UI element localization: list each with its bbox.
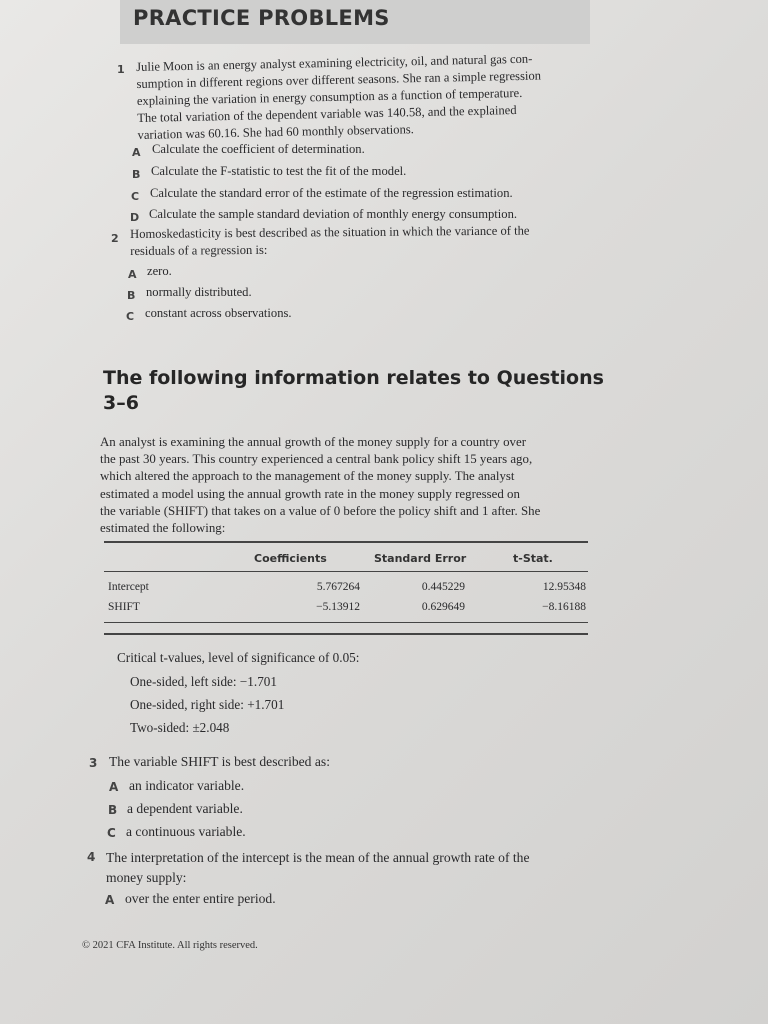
problem-3-option-letter: A [109,780,119,794]
problem-2-stem [130,223,530,260]
problem-4-line: The interpretation of the intercept is the mean of the annual growth rate of the [106,850,530,865]
problem-1-option-letter: A [132,146,141,159]
problem-1-line: sumption in different regions over different seasons. She ran a simple regression [136,68,542,91]
critical-value-line: One-sided, right side: +1.701 [130,697,285,712]
table-cell-standard-error: 0.445229 [421,581,465,593]
problem-2-option-letter: B [127,289,136,302]
problem-2-line: residuals of a regression is: [130,242,268,258]
section-heading [103,366,604,416]
problem-2-option-b: normally distributed. [146,285,252,299]
critical-values-title: Critical t-values, level of significance of 0.05: [117,650,360,665]
problem-2-number: 2 [111,232,119,245]
problem-4-option-letter: A [105,893,115,907]
table-cell-t-stat: −8.16188 [542,601,586,613]
problem-2-option-c: constant across observations. [145,306,292,320]
problem-3-option-letter: B [108,803,118,817]
problem-1-stem [136,51,542,144]
table-bottom-rule [104,622,588,623]
problem-1-option-b: Calculate the F-statistic to test the fit of the model. [151,164,407,178]
problem-3-option-b: a dependent variable. [127,801,243,816]
problem-1-option-letter: C [131,190,140,203]
critical-value-line: Two-sided: ±2.048 [130,720,230,735]
intro-line: the past 30 years. This country experienced a central bank policy shift 15 years ago, [100,452,533,467]
problem-4-stem [106,848,530,888]
problem-1-line: The total variation of the dependent variable was 140.58, and the explained [137,103,517,125]
problem-1-option-a: Calculate the coefficient of determination. [152,142,365,156]
problem-2-option-a: zero. [147,264,172,278]
problem-3-number: 3 [89,756,98,770]
problem-1-number: 1 [117,63,125,76]
section-intro [100,434,540,537]
problem-4-option-a: over the enter entire period. [125,891,276,906]
intro-line: the variable (SHIFT) that takes on a value of 0 before the policy shift and 1 after. She [100,503,541,518]
table-row-label-shift: SHIFT [108,601,140,613]
problem-1-line: Julie Moon is an energy analyst examining electricity, oil, and natural gas con- [136,51,533,74]
problem-3-stem: The variable SHIFT is best described as: [109,754,330,769]
section-heading-line: The following information relates to Questions [103,367,604,389]
problem-1-option-c: Calculate the standard error of the estimate of the regression estimation. [150,186,513,200]
problem-3-option-a: an indicator variable. [129,778,245,793]
problem-2-option-letter: A [128,268,137,281]
page-title: PRACTICE PROBLEMS [133,6,390,30]
intro-line: estimated a model using the annual growth rate in the money supply regressed on [100,486,520,501]
table-header-standard-error: Standard Error [374,552,467,565]
problem-1-option-letter: B [132,168,141,181]
table-cell-coefficient: −5.13912 [316,601,360,613]
table-header-t-stat: t-Stat. [513,552,553,565]
problem-3-option-letter: C [107,826,116,840]
problem-1-option-letter: D [130,211,140,224]
table-cell-standard-error: 0.629649 [421,601,465,613]
intro-line: An analyst is examining the annual growth of the money supply for a country over [100,435,527,449]
table-row-label-intercept: Intercept [108,581,149,593]
section-heading-line: 3–6 [103,392,139,414]
table-header-rule [104,571,588,572]
problem-1-option-d: Calculate the sample standard deviation of monthly energy consumption. [149,207,518,221]
problem-4-line: money supply: [106,870,187,885]
problem-1-line: variation was 60.16. She had 60 monthly observations. [137,122,415,142]
intro-line: estimated the following: [100,521,226,536]
table-cell-coefficient: 5.767264 [316,581,360,593]
critical-value-line: One-sided, left side: −1.701 [130,674,277,689]
problem-1-line: explaining the variation in energy consumption as a function of temperature. [136,85,523,108]
intro-line: which altered the approach to the management of the money supply. The analyst [100,469,515,484]
table-header-coefficients: Coefficients [254,552,327,565]
problem-4-number: 4 [87,850,96,864]
problem-3-option-c: a continuous variable. [126,824,246,839]
problem-2-option-letter: C [126,310,135,323]
table-cell-t-stat: 12.95348 [542,581,586,593]
copyright-footer: © 2021 CFA Institute. All rights reserved. [82,940,258,951]
problem-2-line: Homoskedasticity is best described as the situation in which the variance of the [130,223,530,241]
table-closing-rule [104,633,588,635]
table-top-rule [104,541,588,543]
